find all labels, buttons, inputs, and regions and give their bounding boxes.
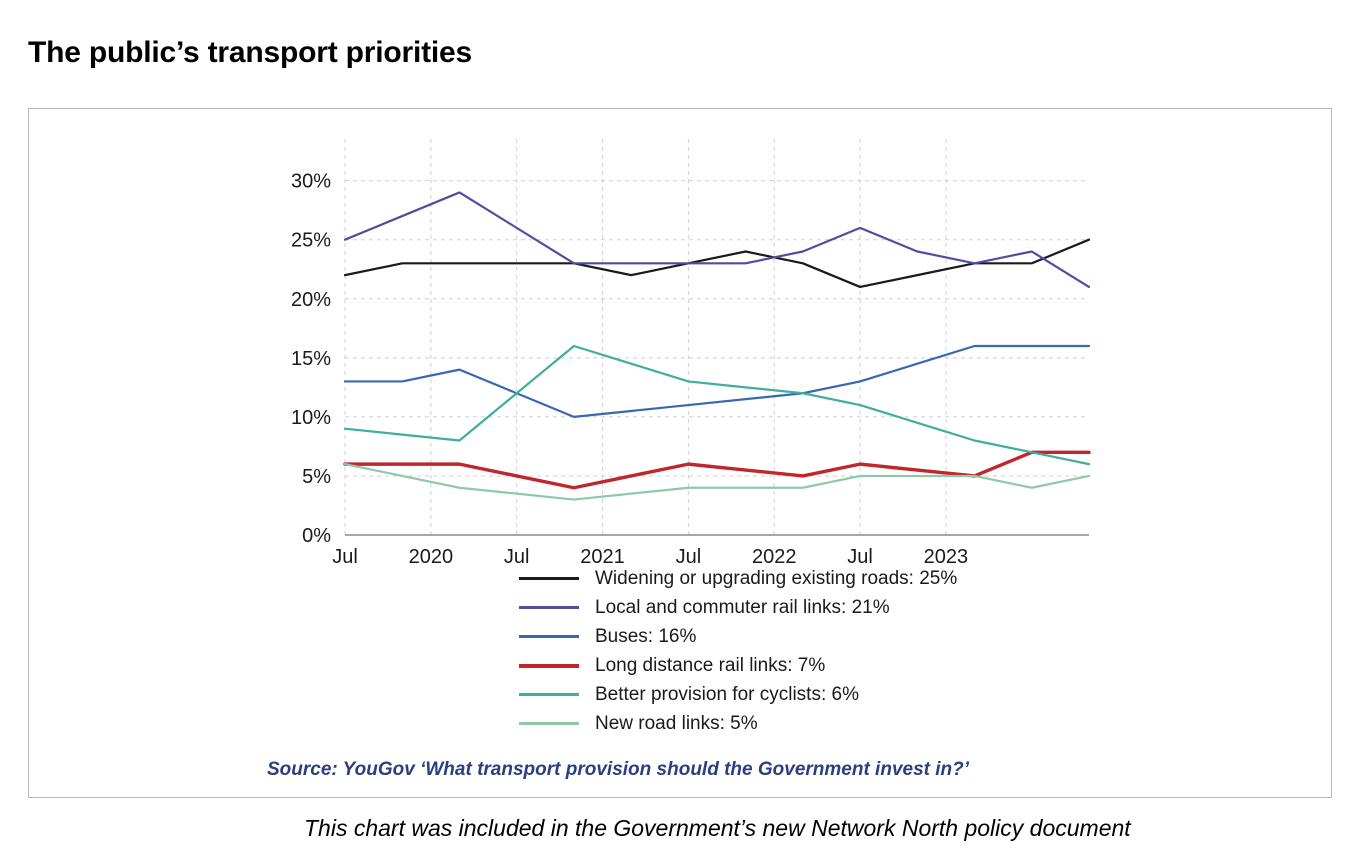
y-axis-tick-label: 10% bbox=[290, 406, 331, 429]
series-line bbox=[345, 346, 1089, 464]
legend-swatch-icon bbox=[519, 722, 579, 725]
chart-plot-area bbox=[29, 117, 1331, 568]
x-axis-tick-label: 2022 bbox=[751, 546, 797, 568]
y-axis-tick-label: 20% bbox=[290, 288, 331, 311]
legend-item bbox=[519, 680, 1239, 709]
y-axis-tick-label: 25% bbox=[290, 229, 331, 252]
chart-legend bbox=[519, 564, 1239, 738]
legend-swatch-icon bbox=[519, 664, 579, 668]
y-axis-tick-label: 5% bbox=[302, 465, 331, 488]
chart-source: Source: YouGov ‘What transport provision should the Government invest in?’ bbox=[267, 759, 970, 780]
series-line bbox=[345, 464, 1089, 499]
chart-caption: This chart was included in the Government’s new Network North policy document bbox=[304, 815, 1131, 841]
legend-swatch-icon bbox=[519, 693, 579, 696]
legend-item bbox=[519, 651, 1239, 680]
x-axis-tick-label: Jul bbox=[503, 546, 530, 568]
y-axis-tick-label: 15% bbox=[290, 347, 331, 370]
legend-item-label: Local and commuter rail links: 21% bbox=[595, 596, 890, 618]
x-axis-tick-label: 2020 bbox=[408, 546, 454, 568]
legend-swatch-icon bbox=[519, 577, 579, 580]
x-axis-tick-label: Jul bbox=[675, 546, 702, 568]
legend-item bbox=[519, 622, 1239, 651]
legend-item-label: Long distance rail links: 7% bbox=[595, 654, 826, 676]
legend-item-label: New road links: 5% bbox=[595, 712, 758, 734]
x-axis-tick-label: Jul bbox=[332, 546, 358, 568]
x-axis-tick-label: Jul bbox=[847, 546, 873, 568]
legend-item-label: Widening or upgrading existing roads: 25% bbox=[595, 567, 958, 589]
legend-item bbox=[519, 593, 1239, 622]
line-chart-svg bbox=[29, 117, 1331, 568]
legend-swatch-icon bbox=[519, 635, 579, 638]
page-title: The public’s transport priorities bbox=[28, 36, 473, 69]
legend-item-label: Better provision for cyclists: 6% bbox=[595, 683, 859, 705]
legend-item-label: Buses: 16% bbox=[595, 625, 697, 647]
y-axis-tick-label: 0% bbox=[302, 525, 331, 547]
legend-item bbox=[519, 564, 1239, 593]
chart-card bbox=[28, 108, 1332, 798]
legend-item bbox=[519, 709, 1239, 738]
legend-swatch-icon bbox=[519, 606, 579, 609]
series-line bbox=[345, 452, 1089, 487]
x-axis-tick-label: 2021 bbox=[580, 546, 625, 568]
series-line bbox=[345, 346, 1089, 417]
x-axis-tick-label: 2023 bbox=[923, 546, 969, 568]
y-axis-tick-label: 30% bbox=[290, 170, 331, 193]
